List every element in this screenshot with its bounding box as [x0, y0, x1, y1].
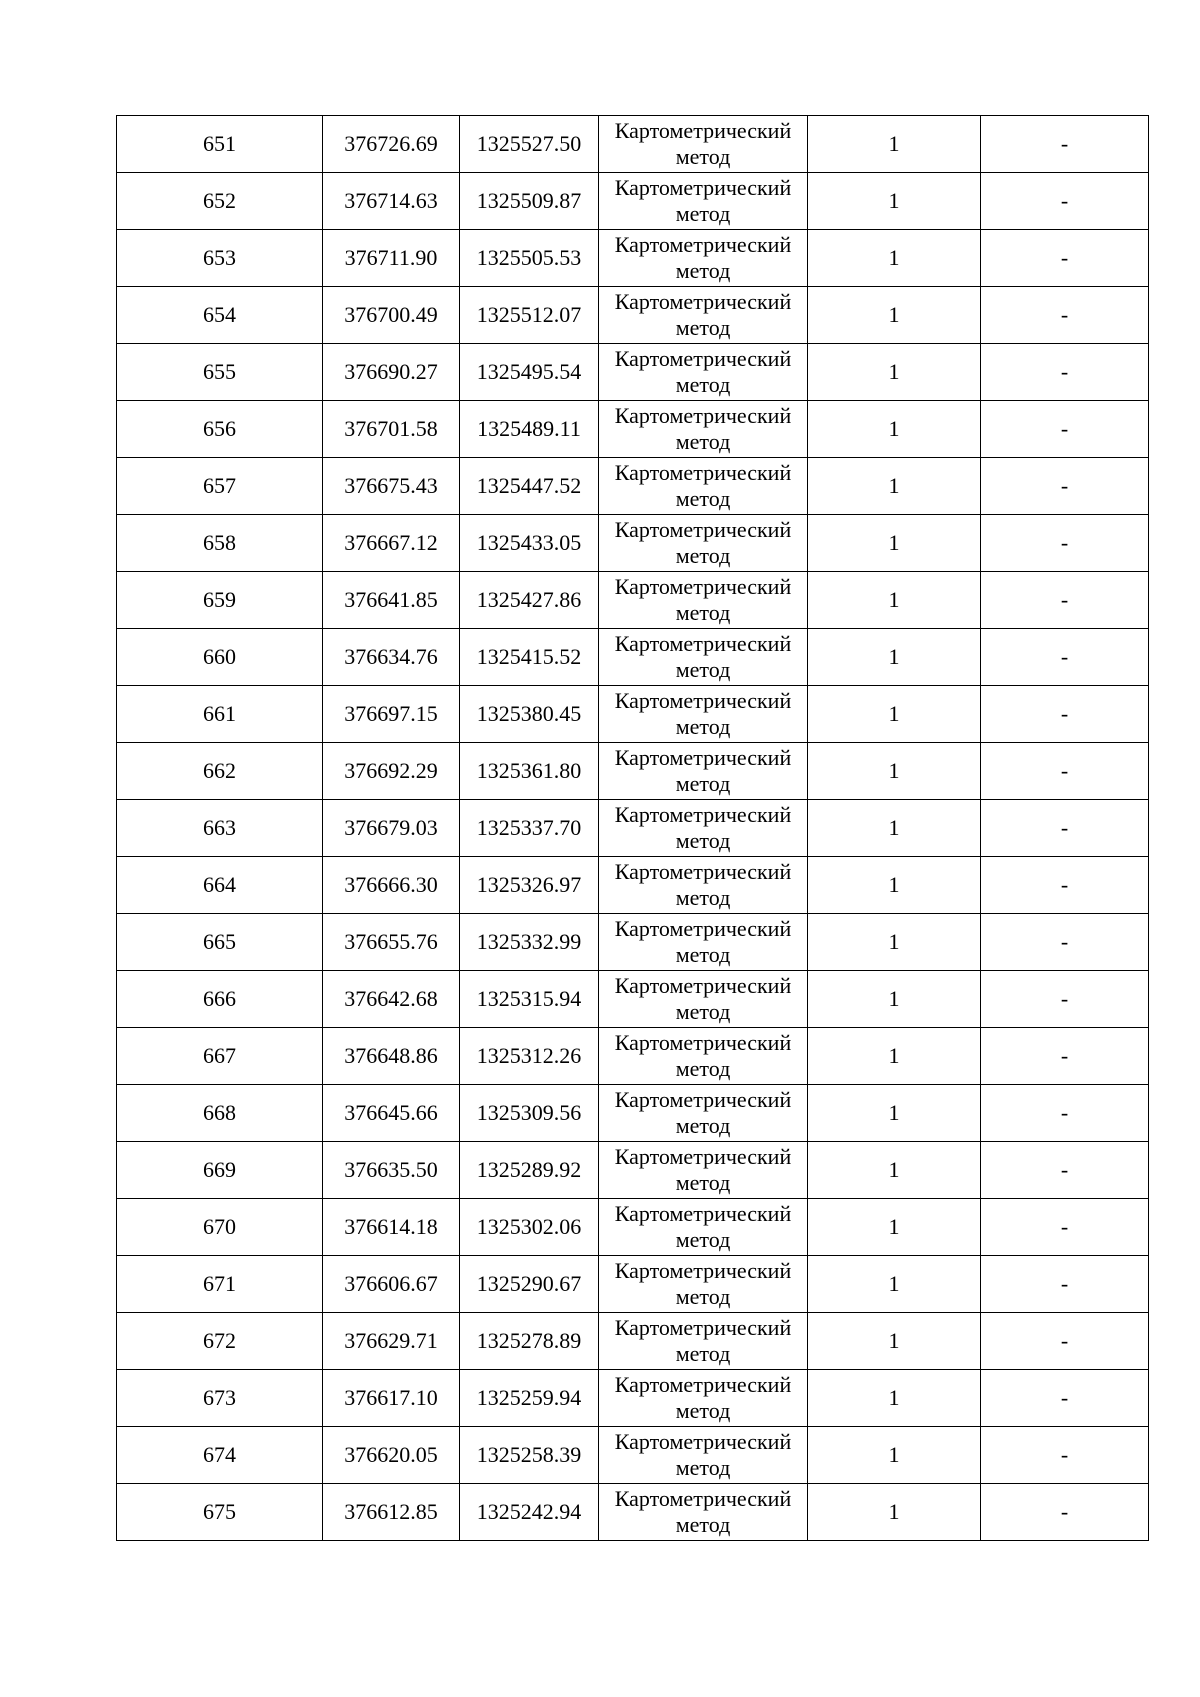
- table-row: [117, 1484, 1149, 1541]
- note-cell: -: [981, 1370, 1149, 1427]
- y-coordinate-cell: 1325505.53: [460, 230, 599, 287]
- method-text-line-1: Картометрический: [614, 1087, 792, 1112]
- method-cell: [599, 743, 808, 800]
- y-coordinate-cell: 1325380.45: [460, 686, 599, 743]
- method-text-line-1: Картометрический: [614, 346, 792, 371]
- accuracy-cell: 1: [808, 743, 981, 800]
- note-cell: -: [981, 116, 1149, 173]
- accuracy-cell: 1: [808, 116, 981, 173]
- accuracy-cell: 1: [808, 629, 981, 686]
- y-coordinate-cell: 1325326.97: [460, 857, 599, 914]
- x-coordinate-cell: 376700.49: [323, 287, 460, 344]
- accuracy-cell: 1: [808, 173, 981, 230]
- x-coordinate-cell: 376606.67: [323, 1256, 460, 1313]
- x-coordinate-cell: 376690.27: [323, 344, 460, 401]
- y-coordinate-cell: 1325495.54: [460, 344, 599, 401]
- table-row: [117, 173, 1149, 230]
- table-row: [117, 116, 1149, 173]
- point-number-cell: 656: [117, 401, 323, 458]
- table-row: [117, 230, 1149, 287]
- method-text-line-2: метод: [675, 201, 731, 226]
- note-cell: -: [981, 1199, 1149, 1256]
- x-coordinate-cell: 376675.43: [323, 458, 460, 515]
- y-coordinate-cell: 1325289.92: [460, 1142, 599, 1199]
- method-cell: [599, 800, 808, 857]
- accuracy-cell: 1: [808, 458, 981, 515]
- method-cell: [599, 629, 808, 686]
- point-number-cell: 662: [117, 743, 323, 800]
- method-text-line-2: метод: [675, 144, 731, 169]
- y-coordinate-cell: 1325433.05: [460, 515, 599, 572]
- x-coordinate-cell: 376629.71: [323, 1313, 460, 1370]
- x-coordinate-cell: 376634.76: [323, 629, 460, 686]
- x-coordinate-cell: 376726.69: [323, 116, 460, 173]
- table-row: [117, 629, 1149, 686]
- table-row: [117, 1142, 1149, 1199]
- accuracy-cell: 1: [808, 800, 981, 857]
- point-number-cell: 655: [117, 344, 323, 401]
- method-text-line-1: Картометрический: [614, 232, 792, 257]
- method-cell: [599, 971, 808, 1028]
- accuracy-cell: 1: [808, 572, 981, 629]
- accuracy-cell: 1: [808, 1370, 981, 1427]
- point-number-cell: 670: [117, 1199, 323, 1256]
- note-cell: -: [981, 458, 1149, 515]
- method-text-line-2: метод: [675, 1455, 731, 1480]
- accuracy-cell: 1: [808, 1484, 981, 1541]
- point-number-cell: 653: [117, 230, 323, 287]
- table-row: [117, 1256, 1149, 1313]
- method-cell: [599, 857, 808, 914]
- point-number-cell: 669: [117, 1142, 323, 1199]
- x-coordinate-cell: 376614.18: [323, 1199, 460, 1256]
- point-number-cell: 672: [117, 1313, 323, 1370]
- method-text-line-2: метод: [675, 885, 731, 910]
- x-coordinate-cell: 376711.90: [323, 230, 460, 287]
- method-cell: [599, 572, 808, 629]
- coordinates-table-body: [117, 116, 1149, 1541]
- method-text-line-2: метод: [675, 315, 731, 340]
- y-coordinate-cell: 1325427.86: [460, 572, 599, 629]
- note-cell: -: [981, 173, 1149, 230]
- method-text-line-1: Картометрический: [614, 175, 792, 200]
- method-text-line-1: Картометрический: [614, 916, 792, 941]
- x-coordinate-cell: 376697.15: [323, 686, 460, 743]
- point-number-cell: 668: [117, 1085, 323, 1142]
- y-coordinate-cell: 1325447.52: [460, 458, 599, 515]
- note-cell: -: [981, 1085, 1149, 1142]
- note-cell: -: [981, 629, 1149, 686]
- method-text-line-1: Картометрический: [614, 802, 792, 827]
- accuracy-cell: 1: [808, 1199, 981, 1256]
- table-row: [117, 686, 1149, 743]
- y-coordinate-cell: 1325415.52: [460, 629, 599, 686]
- accuracy-cell: 1: [808, 1313, 981, 1370]
- accuracy-cell: 1: [808, 1142, 981, 1199]
- y-coordinate-cell: 1325527.50: [460, 116, 599, 173]
- coordinates-table: [116, 115, 1149, 1541]
- method-cell: [599, 1199, 808, 1256]
- method-cell: [599, 1085, 808, 1142]
- x-coordinate-cell: 376612.85: [323, 1484, 460, 1541]
- accuracy-cell: 1: [808, 344, 981, 401]
- note-cell: -: [981, 743, 1149, 800]
- note-cell: -: [981, 1427, 1149, 1484]
- x-coordinate-cell: 376655.76: [323, 914, 460, 971]
- method-text-line-2: метод: [675, 429, 731, 454]
- method-cell: [599, 1028, 808, 1085]
- method-text-line-2: метод: [675, 1113, 731, 1138]
- x-coordinate-cell: 376701.58: [323, 401, 460, 458]
- note-cell: -: [981, 971, 1149, 1028]
- method-cell: [599, 458, 808, 515]
- method-text-line-2: метод: [675, 1512, 731, 1537]
- y-coordinate-cell: 1325259.94: [460, 1370, 599, 1427]
- method-text-line-1: Картометрический: [614, 688, 792, 713]
- y-coordinate-cell: 1325489.11: [460, 401, 599, 458]
- table-row: [117, 1028, 1149, 1085]
- method-cell: [599, 914, 808, 971]
- x-coordinate-cell: 376641.85: [323, 572, 460, 629]
- method-cell: [599, 1484, 808, 1541]
- table-row: [117, 914, 1149, 971]
- method-text-line-2: метод: [675, 1398, 731, 1423]
- note-cell: -: [981, 344, 1149, 401]
- table-row: [117, 515, 1149, 572]
- method-text-line-1: Картометрический: [614, 745, 792, 770]
- method-cell: [599, 116, 808, 173]
- note-cell: -: [981, 230, 1149, 287]
- note-cell: -: [981, 914, 1149, 971]
- point-number-cell: 660: [117, 629, 323, 686]
- accuracy-cell: 1: [808, 971, 981, 1028]
- method-text-line-1: Картометрический: [614, 460, 792, 485]
- method-text-line-2: метод: [675, 1227, 731, 1252]
- method-cell: [599, 515, 808, 572]
- y-coordinate-cell: 1325302.06: [460, 1199, 599, 1256]
- note-cell: -: [981, 1028, 1149, 1085]
- y-coordinate-cell: 1325337.70: [460, 800, 599, 857]
- accuracy-cell: 1: [808, 857, 981, 914]
- method-text-line-1: Картометрический: [614, 631, 792, 656]
- accuracy-cell: 1: [808, 230, 981, 287]
- table-row: [117, 458, 1149, 515]
- method-cell: [599, 287, 808, 344]
- method-text-line-1: Картометрический: [614, 1486, 792, 1511]
- accuracy-cell: 1: [808, 1028, 981, 1085]
- x-coordinate-cell: 376642.68: [323, 971, 460, 1028]
- method-cell: [599, 344, 808, 401]
- x-coordinate-cell: 376648.86: [323, 1028, 460, 1085]
- note-cell: -: [981, 1313, 1149, 1370]
- method-text-line-1: Картометрический: [614, 289, 792, 314]
- note-cell: -: [981, 572, 1149, 629]
- point-number-cell: 673: [117, 1370, 323, 1427]
- method-text-line-1: Картометрический: [614, 1258, 792, 1283]
- method-cell: [599, 173, 808, 230]
- method-text-line-1: Картометрический: [614, 1201, 792, 1226]
- method-text-line-1: Картометрический: [614, 859, 792, 884]
- method-text-line-2: метод: [675, 486, 731, 511]
- x-coordinate-cell: 376667.12: [323, 515, 460, 572]
- accuracy-cell: 1: [808, 401, 981, 458]
- method-text-line-1: Картометрический: [614, 1030, 792, 1055]
- x-coordinate-cell: 376617.10: [323, 1370, 460, 1427]
- accuracy-cell: 1: [808, 515, 981, 572]
- y-coordinate-cell: 1325332.99: [460, 914, 599, 971]
- method-cell: [599, 401, 808, 458]
- method-cell: [599, 1427, 808, 1484]
- method-text-line-2: метод: [675, 372, 731, 397]
- note-cell: -: [981, 857, 1149, 914]
- method-text-line-1: Картометрический: [614, 1372, 792, 1397]
- method-text-line-2: метод: [675, 714, 731, 739]
- table-row: [117, 971, 1149, 1028]
- y-coordinate-cell: 1325312.26: [460, 1028, 599, 1085]
- table-row: [117, 1313, 1149, 1370]
- point-number-cell: 652: [117, 173, 323, 230]
- y-coordinate-cell: 1325309.56: [460, 1085, 599, 1142]
- table-row: [117, 1085, 1149, 1142]
- note-cell: -: [981, 515, 1149, 572]
- method-text-line-2: метод: [675, 771, 731, 796]
- note-cell: -: [981, 401, 1149, 458]
- method-cell: [599, 686, 808, 743]
- table-row: [117, 1370, 1149, 1427]
- method-text-line-2: метод: [675, 543, 731, 568]
- accuracy-cell: 1: [808, 914, 981, 971]
- note-cell: -: [981, 800, 1149, 857]
- accuracy-cell: 1: [808, 1085, 981, 1142]
- point-number-cell: 671: [117, 1256, 323, 1313]
- table-row: [117, 743, 1149, 800]
- table-row: [117, 401, 1149, 458]
- point-number-cell: 665: [117, 914, 323, 971]
- point-number-cell: 664: [117, 857, 323, 914]
- method-text-line-1: Картометрический: [614, 574, 792, 599]
- method-text-line-2: метод: [675, 999, 731, 1024]
- method-text-line-1: Картометрический: [614, 1429, 792, 1454]
- table-row: [117, 287, 1149, 344]
- method-text-line-1: Картометрический: [614, 517, 792, 542]
- method-text-line-1: Картометрический: [614, 1315, 792, 1340]
- note-cell: -: [981, 1256, 1149, 1313]
- point-number-cell: 667: [117, 1028, 323, 1085]
- accuracy-cell: 1: [808, 1256, 981, 1313]
- point-number-cell: 675: [117, 1484, 323, 1541]
- table-row: [117, 344, 1149, 401]
- note-cell: -: [981, 1484, 1149, 1541]
- y-coordinate-cell: 1325278.89: [460, 1313, 599, 1370]
- method-cell: [599, 230, 808, 287]
- method-text-line-2: метод: [675, 1284, 731, 1309]
- note-cell: -: [981, 287, 1149, 344]
- accuracy-cell: 1: [808, 1427, 981, 1484]
- x-coordinate-cell: 376714.63: [323, 173, 460, 230]
- x-coordinate-cell: 376635.50: [323, 1142, 460, 1199]
- x-coordinate-cell: 376645.66: [323, 1085, 460, 1142]
- point-number-cell: 657: [117, 458, 323, 515]
- method-text-line-1: Картометрический: [614, 1144, 792, 1169]
- table-row: [117, 1199, 1149, 1256]
- x-coordinate-cell: 376666.30: [323, 857, 460, 914]
- method-text-line-2: метод: [675, 657, 731, 682]
- method-text-line-2: метод: [675, 1341, 731, 1366]
- table-row: [117, 1427, 1149, 1484]
- point-number-cell: 651: [117, 116, 323, 173]
- table-row: [117, 857, 1149, 914]
- x-coordinate-cell: 376620.05: [323, 1427, 460, 1484]
- table-row: [117, 572, 1149, 629]
- point-number-cell: 654: [117, 287, 323, 344]
- method-text-line-2: метод: [675, 942, 731, 967]
- accuracy-cell: 1: [808, 287, 981, 344]
- point-number-cell: 659: [117, 572, 323, 629]
- point-number-cell: 661: [117, 686, 323, 743]
- method-cell: [599, 1313, 808, 1370]
- x-coordinate-cell: 376692.29: [323, 743, 460, 800]
- point-number-cell: 674: [117, 1427, 323, 1484]
- method-text-line-2: метод: [675, 600, 731, 625]
- method-text-line-2: метод: [675, 258, 731, 283]
- method-text-line-2: метод: [675, 1056, 731, 1081]
- note-cell: -: [981, 1142, 1149, 1199]
- y-coordinate-cell: 1325315.94: [460, 971, 599, 1028]
- point-number-cell: 658: [117, 515, 323, 572]
- note-cell: -: [981, 686, 1149, 743]
- method-text-line-2: метод: [675, 828, 731, 853]
- y-coordinate-cell: 1325361.80: [460, 743, 599, 800]
- accuracy-cell: 1: [808, 686, 981, 743]
- method-cell: [599, 1142, 808, 1199]
- x-coordinate-cell: 376679.03: [323, 800, 460, 857]
- point-number-cell: 663: [117, 800, 323, 857]
- y-coordinate-cell: 1325290.67: [460, 1256, 599, 1313]
- method-cell: [599, 1370, 808, 1427]
- method-text-line-1: Картометрический: [614, 118, 792, 143]
- y-coordinate-cell: 1325258.39: [460, 1427, 599, 1484]
- table-row: [117, 800, 1149, 857]
- method-text-line-1: Картометрический: [614, 973, 792, 998]
- method-cell: [599, 1256, 808, 1313]
- y-coordinate-cell: 1325509.87: [460, 173, 599, 230]
- point-number-cell: 666: [117, 971, 323, 1028]
- method-text-line-1: Картометрический: [614, 403, 792, 428]
- y-coordinate-cell: 1325242.94: [460, 1484, 599, 1541]
- method-text-line-2: метод: [675, 1170, 731, 1195]
- y-coordinate-cell: 1325512.07: [460, 287, 599, 344]
